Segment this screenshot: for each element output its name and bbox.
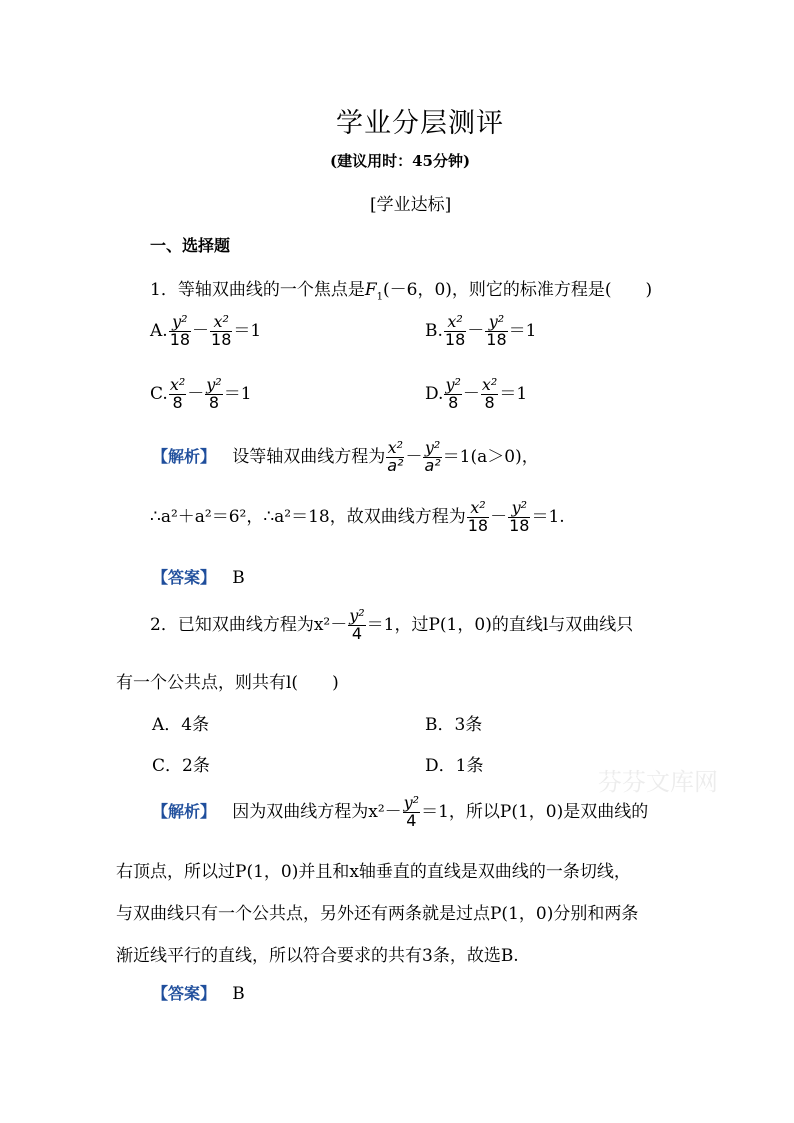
q1-analysis-line2: ∴a²＋a²＝6²，∴a²＝18，故双曲线方程为 $\frac{\text{x²}}{18}$ － $\frac{\text{y²}}{18}$ ＝1.: [150, 498, 565, 535]
fraction: $\frac{\text{y²}}{8}$: [206, 375, 222, 412]
q2-stem-line2: 有一个公共点，则共有l( ): [116, 673, 339, 693]
q2-analysis-line4: 渐近线平行的直线，所以符合要求的共有3条，故选B.: [116, 946, 519, 966]
q2-option-a: A．4条: [152, 715, 210, 735]
q2-answer: 【答案】 B: [152, 984, 245, 1004]
q1-option-d: D. $\frac{\text{y²}}{8}$ － $\frac{\text{x²}}{8}$ ＝1: [425, 375, 528, 412]
fraction: $\frac{\text{x²}}{18}$: [467, 498, 489, 535]
page-title: 学业分层测评: [336, 108, 504, 139]
q1-option-c: C. $\frac{\text{x²}}{8}$ － $\frac{\text{y²}}{8}$ ＝1: [150, 375, 252, 412]
fraction: $\frac{\text{y²}}{\text{a²}}$: [424, 438, 441, 475]
watermark: 芬芬文库网: [598, 768, 718, 796]
fraction: $\frac{\text{x²}}{18}$: [444, 312, 466, 349]
part-heading: 一、选择题: [150, 236, 231, 255]
fraction: $\frac{\text{y²}}{8}$: [445, 375, 461, 412]
fraction: $\frac{\text{x²}}{8}$: [481, 375, 498, 412]
q1-option-a: A. $\frac{\text{y²}}{18}$ － $\frac{\text{x²}}{18}$ ＝1: [150, 312, 262, 349]
q2-analysis-line1: 【解析】 因为双曲线方程为x²－ $\frac{\text{y²}}{4}$ ＝1，所以P(1，0)是双曲线的: [152, 793, 649, 830]
fraction: $\frac{\text{y²}}{18}$: [486, 312, 507, 349]
fraction: $\frac{\text{y²}}{18}$: [169, 312, 191, 349]
fraction: $\frac{\text{x²}}{18}$: [211, 312, 232, 349]
q1-option-b: B. $\frac{\text{x²}}{18}$ － $\frac{\text{y²}}{18}$ ＝1: [425, 312, 537, 349]
q2-option-c: C．2条: [152, 756, 210, 776]
q2-option-d: D．1条: [425, 756, 484, 776]
fraction: $\frac{\text{x²}}{\text{a²}}$: [387, 438, 404, 475]
q1-answer: 【答案】 B: [152, 568, 245, 588]
fraction: $\frac{\text{y²}}{4}$: [349, 606, 365, 643]
q1-analysis-line1: 【解析】 设等轴双曲线方程为 $\frac{\text{x²}}{\text{a²}}$ － $\frac{\text{y²}}{\text{a²}}$ ＝1(a＞0)，: [152, 438, 539, 475]
q2-option-b: B．3条: [425, 715, 483, 735]
q2-analysis-line3: 与双曲线只有一个公共点，另外还有两条就是过点P(1，0)分别和两条: [116, 904, 639, 924]
time-note: (建议用时：45分钟): [330, 152, 471, 170]
fraction: $\frac{\text{x²}}{8}$: [169, 375, 186, 412]
q2-stem-line1: 2．已知双曲线方程为x²－ $\frac{\text{y²}}{4}$ ＝1，过P(1，0)的直线l与双曲线只: [150, 606, 634, 643]
fraction: $\frac{\text{y²}}{18}$: [509, 498, 530, 535]
q2-analysis-line2: 右顶点，所以过P(1，0)并且和x轴垂直的直线是双曲线的一条切线，: [116, 862, 631, 882]
section-tag: [学业达标]: [370, 195, 452, 215]
fraction: $\frac{\text{y²}}{4}$: [403, 793, 420, 830]
q1-stem: 1．等轴双曲线的一个焦点是$F_1(-6$，0)，则它的标准方程是( ): [150, 280, 653, 303]
